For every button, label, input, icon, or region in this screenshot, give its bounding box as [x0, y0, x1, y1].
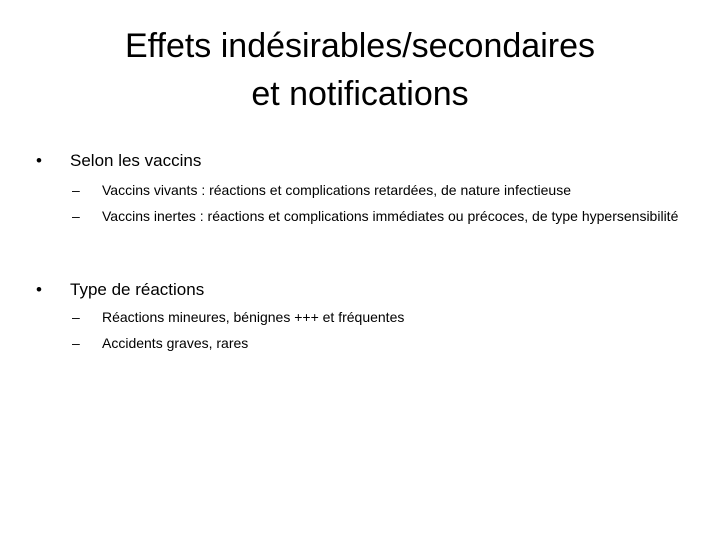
- slide-title-line-1: Effets indésirables/secondaires: [125, 27, 595, 65]
- bullet-text: Type de réactions: [70, 280, 205, 299]
- sub-bullet-text: Réactions mineures, bénignes +++ et fréquentes: [102, 309, 405, 325]
- sub-bullet-text: Accidents graves, rares: [102, 335, 249, 351]
- dash-icon: –: [72, 309, 80, 325]
- sub-bullet-text: Vaccins inertes : réactions et complications immédiates ou précoces, de type hypersensibilité: [102, 208, 679, 224]
- sub-bullet-text: Vaccins vivants : réactions et complications retardées, de nature infectieuse: [102, 182, 571, 198]
- dash-icon: –: [72, 335, 80, 351]
- dash-icon: –: [72, 208, 80, 224]
- bullet-icon: •: [36, 280, 42, 299]
- slide-title: [60, 22, 660, 118]
- slide-title-line-2: et notifications: [251, 75, 469, 113]
- bullet-text: Selon les vaccins: [70, 151, 202, 170]
- dash-icon: –: [72, 182, 80, 198]
- bullet-icon: •: [36, 151, 42, 170]
